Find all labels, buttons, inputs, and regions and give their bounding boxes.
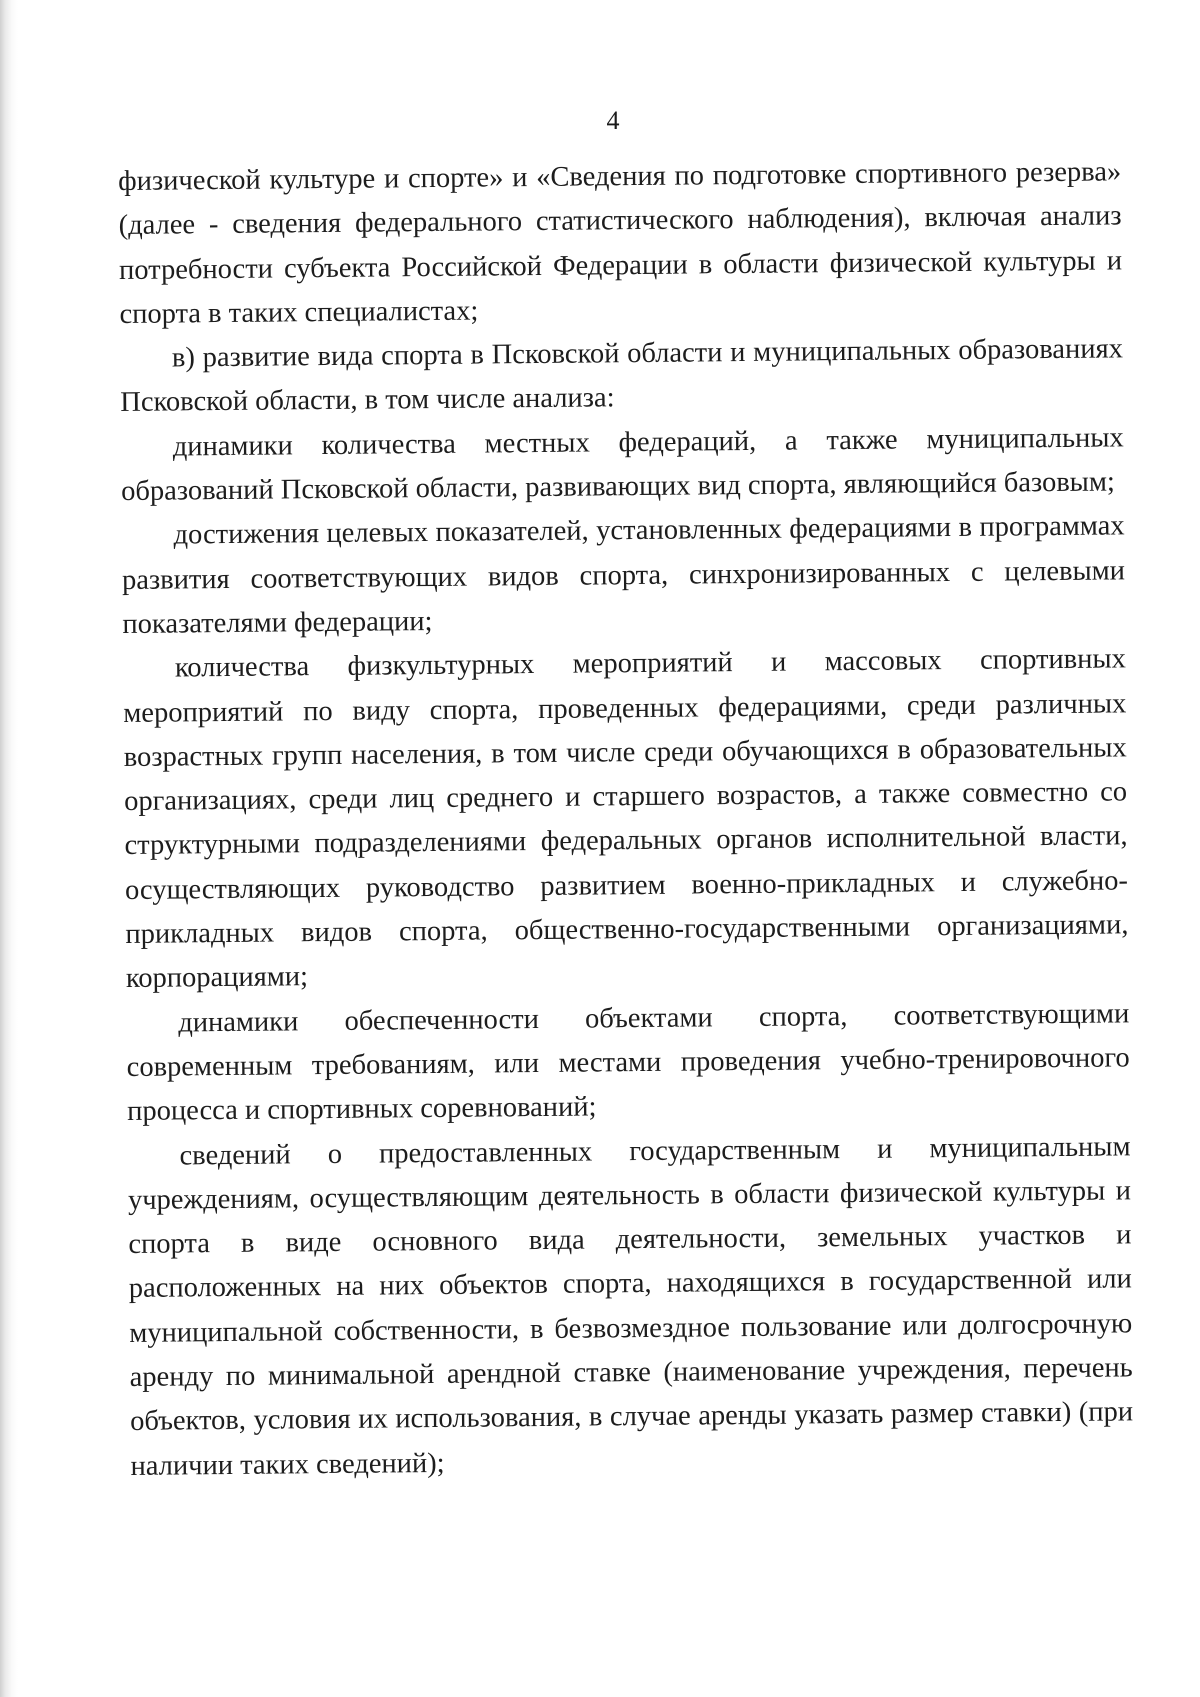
paragraph-continuation: физической культуре и спорте» и «Сведения по подготовке спортивного резерва» (далее - сведения федерального статистического наблюдения), включая анализ потребности субъекта Российской Федерации в области физической культуры и спорта в таких специалистах; [118, 156, 1123, 330]
paragraph-item-v: в) развитие вида спорта в Псковской области и муниципальных образованиях Псковской области, в том числе анализа: [120, 333, 1124, 419]
document-body [118, 150, 1134, 1488]
paragraph-sport-events: количества физкультурных мероприятий и массовых спортивных мероприятий по виду спорта, проведенных федерациями, среди различных возрастных групп населения, в том числе среди обучающихся в образовательных организациях, среди лиц среднего и старшего возрастов, а также совместно со структурными подразделениями федеральных органов исполнительной власти, осуществляющих руководство развитием военно-прикладных и служебно-прикладных видов спорта, общественно-государственными организациями, корпорациями; [123, 643, 1129, 995]
paragraph-sport-facilities: динамики обеспеченности объектами спорта, соответствующими современным требованиям, или местами проведения учебно-тренировочного процесса и спортивных соревнований; [126, 997, 1130, 1128]
scan-edge-shadow [0, 0, 18, 1697]
page-number: 4 [606, 106, 620, 135]
paragraph-federations-dynamics: динамики количества местных федераций, а также муниципальных образований Псковской области, развивающих вид спорта, являющийся базовым; [121, 422, 1124, 508]
paragraph-land-plots: сведений о предоставленных государственным и муниципальным учреждениям, осуществляющим деятельность в области физической культуры и спорта в виде основного вида деятельности, земельных участков и расположенных на них объектов спорта, находящихся в государственной или муниципальной собственности, в безвозмездное пользование или долгосрочную аренду по минимальной арендной ставке (наименование учреждения, перечень объектов, условия их использования, в случае аренды указать размер ставки) (при наличии таких сведений); [127, 1130, 1134, 1482]
paragraph-target-indicators: достижения целевых показателей, установленных федерациями в программах развития соответствующих видов спорта, синхронизированных с целевыми показателями федерации; [121, 510, 1126, 640]
